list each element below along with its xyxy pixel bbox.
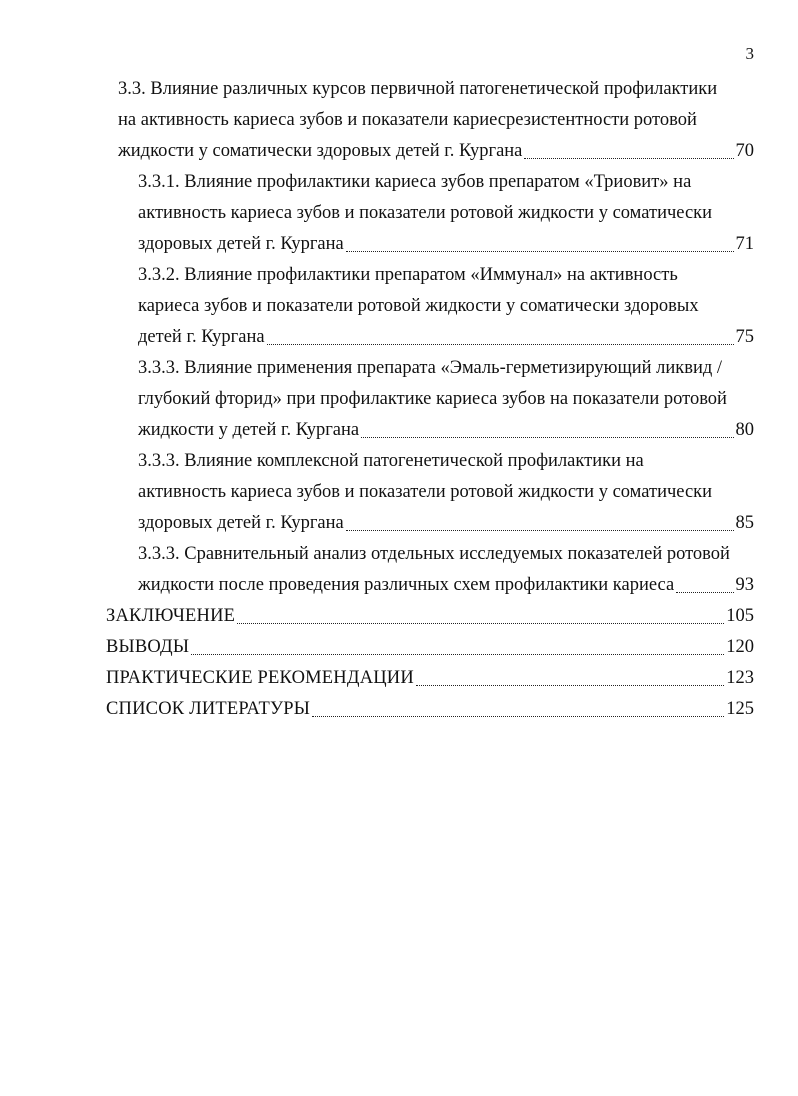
toc-entry-line: активность кариеса зубов и показатели ротовой жидкости у соматически [138, 203, 713, 223]
toc-page-number: 93 [735, 575, 754, 595]
toc-leader-line [138, 508, 754, 539]
toc-entry-3-3-3-b[interactable] [0, 446, 754, 539]
toc-entry-conclusion[interactable] [0, 601, 754, 632]
dot-leader [524, 157, 733, 159]
toc-entry-line: ПРАКТИЧЕСКИЕ РЕКОМЕНДАЦИИ [106, 668, 414, 688]
toc-entry-line: ВЫВОДЫ [106, 637, 190, 657]
toc-leader-line [106, 601, 754, 632]
toc-entry-line: здоровых детей г. Кургана [138, 513, 344, 533]
dot-leader [312, 715, 724, 717]
toc-entry-3-3-3-c[interactable] [0, 539, 754, 601]
toc-entry-line: активность кариеса зубов и показатели ротовой жидкости у соматически [138, 482, 713, 502]
toc-page-number: 85 [735, 513, 754, 533]
page-number: 3 [745, 44, 754, 63]
toc-entry-line: на активность кариеса зубов и показатели кариесрезистентности ротовой [118, 110, 697, 130]
toc-page-number: 71 [735, 234, 754, 254]
dot-leader [346, 529, 734, 531]
toc-page-number: 120 [726, 637, 754, 657]
toc-entry-line: 3.3. Влияние различных курсов первичной патогенетической профилактики [118, 79, 718, 99]
toc-page-number: 125 [726, 699, 754, 719]
toc-entry-line: жидкости после проведения различных схем профилактики кариеса [138, 575, 675, 595]
toc-leader-line [106, 694, 754, 725]
toc-leader-line [138, 322, 754, 353]
dot-leader [191, 653, 724, 655]
toc-page-number: 80 [735, 420, 754, 440]
toc-entry-3-3[interactable] [0, 74, 754, 167]
toc-entry-line: детей г. Кургана [138, 327, 265, 347]
toc-entry-recommendations[interactable] [0, 663, 754, 694]
toc-leader-line [118, 136, 754, 167]
toc-leader-line [106, 663, 754, 694]
toc-entry-3-3-3-a[interactable] [0, 353, 754, 446]
toc-page-number: 75 [735, 327, 754, 347]
toc-leader-line [138, 415, 754, 446]
toc-page-number: 123 [726, 668, 754, 688]
toc-entry-references[interactable] [0, 694, 754, 725]
toc-page-number: 70 [735, 141, 754, 161]
toc-leader-line [106, 632, 754, 663]
toc-entry-line: 3.3.3. Влияние комплексной патогенетической профилактики на [138, 451, 644, 471]
toc-entry-line: ЗАКЛЮЧЕНИЕ [106, 606, 236, 626]
table-of-contents [0, 74, 798, 725]
toc-entry-line: 3.3.2. Влияние профилактики препаратом «Иммунал» на активность [138, 265, 678, 285]
dot-leader [361, 436, 733, 438]
dot-leader [346, 250, 734, 252]
toc-entry-findings[interactable] [0, 632, 754, 663]
dot-leader [416, 684, 724, 686]
toc-entry-3-3-2[interactable] [0, 260, 754, 353]
toc-entry-line: жидкости у соматически здоровых детей г. Кургана [118, 141, 523, 161]
toc-entry-line: 3.3.3. Сравнительный анализ отдельных исследуемых показателей ротовой [138, 544, 730, 564]
dot-leader [237, 622, 724, 624]
toc-page-number: 105 [726, 606, 754, 626]
toc-entry-line: 3.3.1. Влияние профилактики кариеса зубов препаратом «Триовит» на [138, 172, 692, 192]
toc-entry-line: здоровых детей г. Кургана [138, 234, 344, 254]
toc-entry-line: 3.3.3. Влияние применения препарата «Эмаль-герметизирующий ликвид / [138, 358, 723, 378]
toc-entry-line: кариеса зубов и показатели ротовой жидкости у соматически здоровых [138, 296, 699, 316]
dot-leader [676, 591, 733, 593]
toc-entry-3-3-1[interactable] [0, 167, 754, 260]
toc-leader-line [138, 570, 754, 601]
dot-leader [267, 343, 734, 345]
toc-entry-line: глубокий фторид» при профилактике кариеса зубов на показатели ротовой [138, 389, 727, 409]
toc-entry-line: жидкости у детей г. Кургана [138, 420, 360, 440]
toc-leader-line [138, 229, 754, 260]
toc-entry-line: СПИСОК ЛИТЕРАТУРЫ [106, 699, 311, 719]
